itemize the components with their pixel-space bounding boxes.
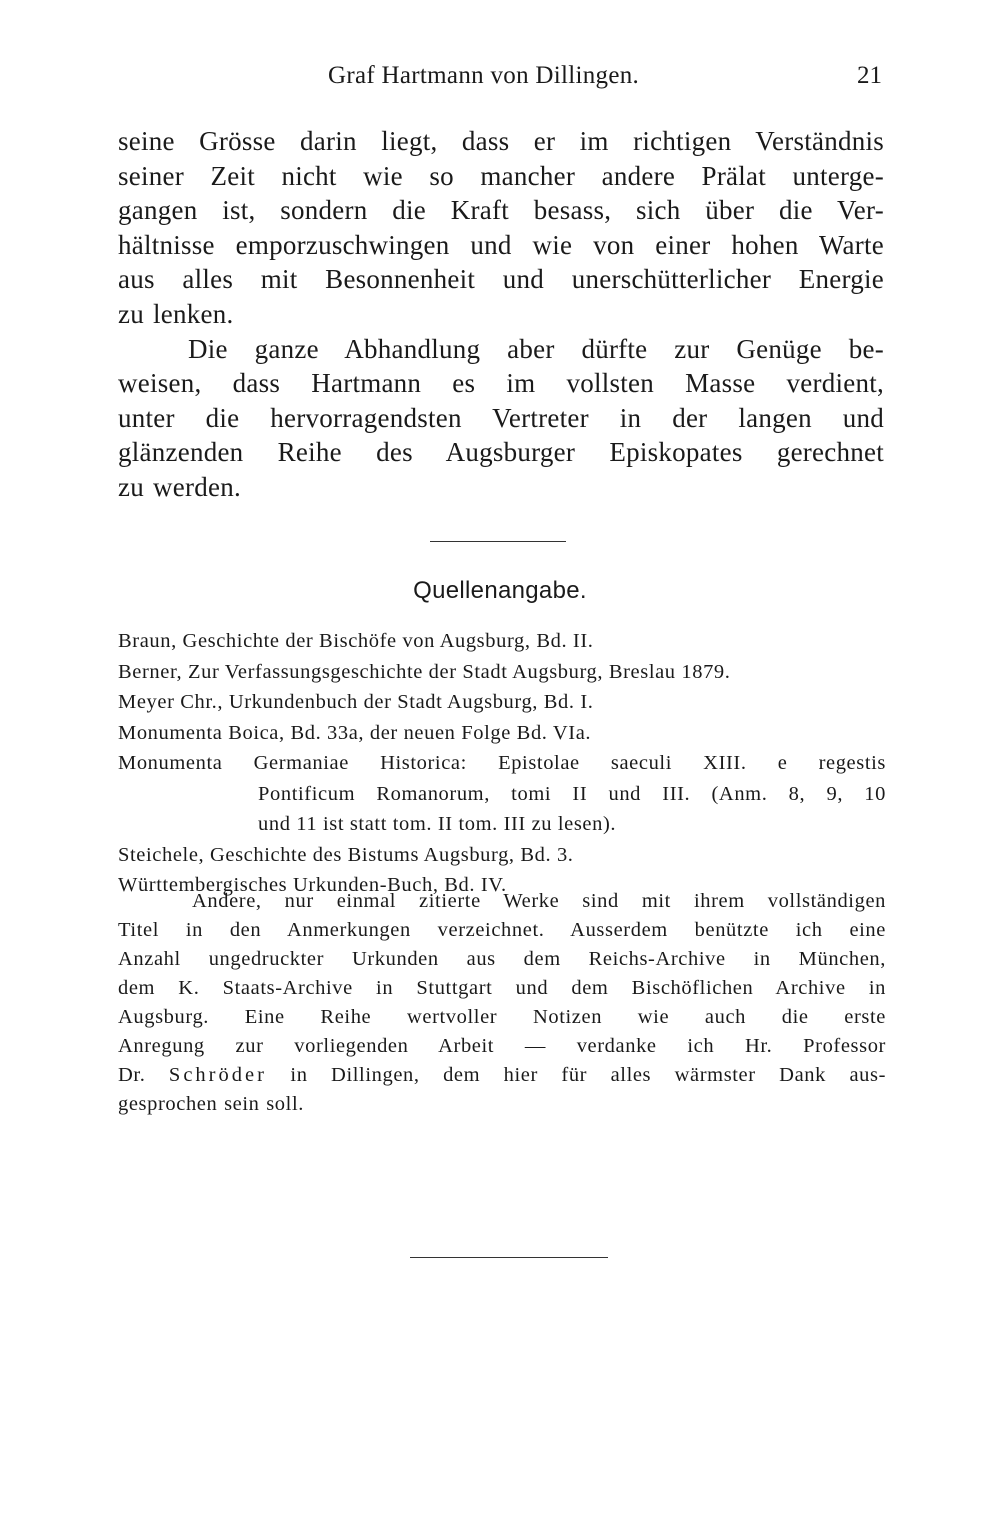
running-header [118, 62, 882, 98]
running-title: Graf Hartmann von Dillingen. [328, 62, 640, 89]
note-line: dem K. Staats-Archive in Stuttgart und dem Bischöflichen Archive in [118, 977, 886, 999]
source-item-continuation: und 11 ist statt tom. II tom. III zu lesen). [258, 813, 617, 835]
page-number: 21 [857, 62, 882, 89]
source-list [118, 626, 886, 901]
section-heading: Quellenangabe. [413, 577, 587, 604]
text-line: Die ganze Abhandlung aber dürfte zur Genüge be- [188, 333, 884, 364]
source-item: Meyer Chr., Urkundenbuch der Stadt Augsburg, Bd. I. [118, 691, 594, 713]
note-line: Titel in den Anmerkungen verzeichnet. Ausserdem benützte ich eine [118, 919, 886, 941]
source-item: Württembergisches Urkunden-Buch, Bd. IV. [118, 874, 507, 896]
end-divider [410, 1257, 608, 1258]
text-line: zu werden. [118, 471, 241, 502]
text-line: aus alles mit Besonnenheit und unerschütterlicher Energie [118, 264, 884, 295]
source-item-continuation: Pontificum Romanorum, tomi II und III. (Anm. 8, 9, 10 [258, 782, 886, 805]
note-word: Dr. [118, 1064, 146, 1086]
source-item: Berner, Zur Verfassungsgeschichte der Stadt Augsburg, Breslau 1879. [118, 660, 731, 683]
source-item: Monumenta Germaniae Historica: Epistolae saeculi XIII. e regestis [118, 752, 886, 774]
text-line: seiner Zeit nicht wie so mancher andere Prälat unterge- [118, 160, 884, 191]
note-word: in Dillingen, dem hier für alles wärmster Dank aus- [290, 1064, 886, 1086]
note-line [118, 1061, 886, 1090]
source-item: Monumenta Boica, Bd. 33a, der neuen Folge Bd. VIa. [118, 721, 592, 744]
note-line: Anzahl ungedruckter Urkunden aus dem Reichs-Archive in München, [118, 948, 886, 970]
source-item: Braun, Geschichte der Bischöfe von Augsburg, Bd. II. [118, 630, 594, 652]
text-line: glänzenden Reihe des Augsburger Episkopates gerechnet [118, 437, 884, 468]
note-line: Anregung zur vorliegenden Arbeit — verdanke ich Hr. Professor [118, 1035, 886, 1057]
spaced-name: Schröder [168, 1064, 267, 1086]
main-text [118, 124, 884, 505]
text-line: hältnisse emporzuschwingen und wie von einer hohen Warte [118, 229, 884, 260]
section-divider [430, 541, 566, 542]
note-line: gesprochen sein soll. [118, 1093, 304, 1115]
note-line: Augsburg. Eine Reihe wertvoller Notizen wie auch die erste [118, 1006, 886, 1028]
closing-note [118, 887, 886, 1119]
note-line: Andere, nur einmal zitierte Werke sind mit ihrem vollständigen [192, 890, 886, 912]
text-line: gangen ist, sondern die Kraft besass, sich über die Ver- [118, 195, 884, 226]
text-line: unter die hervorragendsten Vertreter in der langen und [118, 402, 884, 433]
text-line: seine Grösse darin liegt, dass er im richtigen Verständnis [118, 126, 884, 156]
text-line: zu lenken. [118, 298, 234, 329]
source-item: Steichele, Geschichte des Bistums Augsburg, Bd. 3. [118, 843, 574, 866]
text-line: weisen, dass Hartmann es im vollsten Masse verdient, [118, 368, 884, 399]
